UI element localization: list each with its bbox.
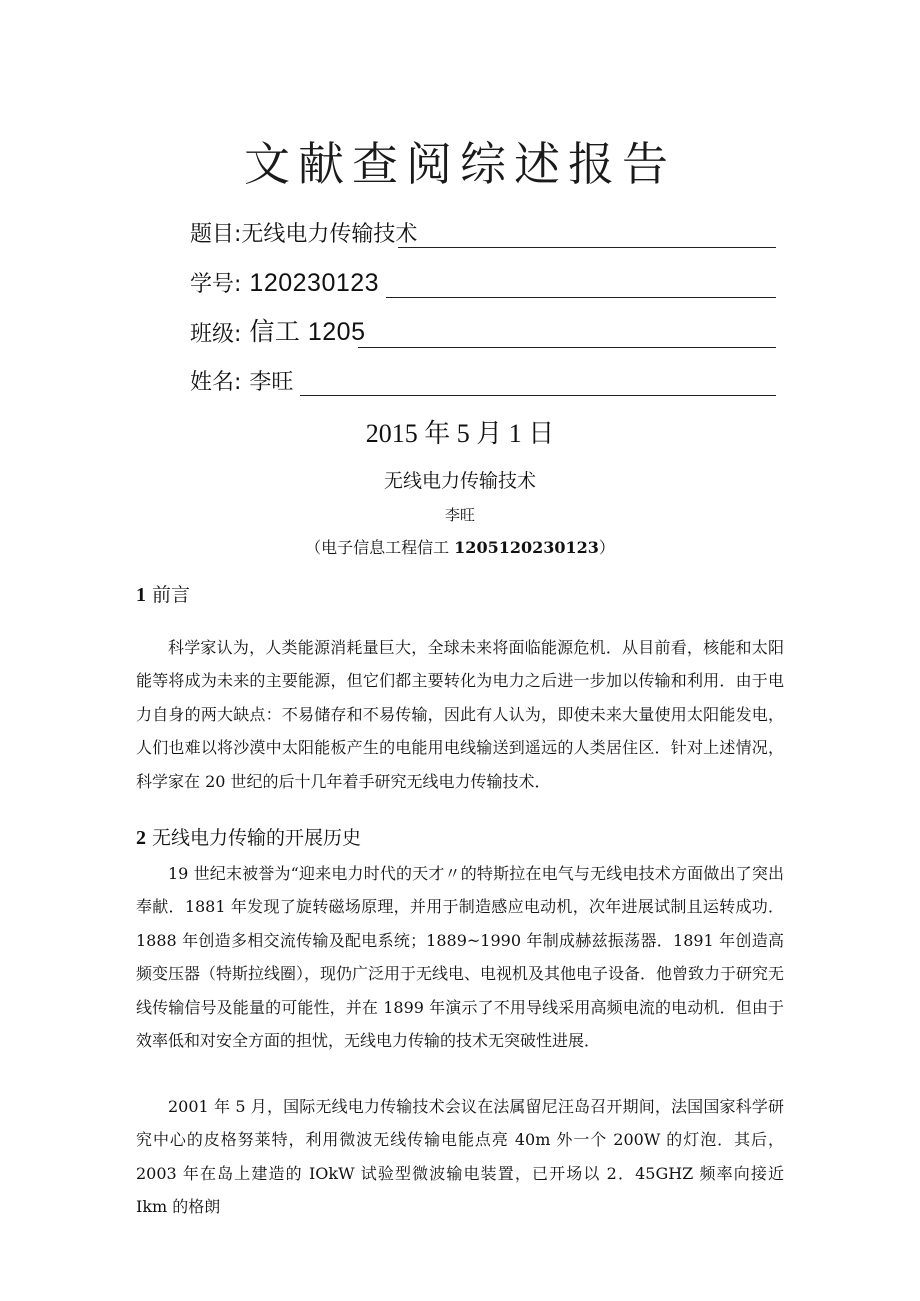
section-heading-2 xyxy=(136,823,361,850)
section-title: 无线电力传输的开展历史 xyxy=(152,827,362,849)
student-id-value: 120230123 xyxy=(249,269,380,297)
name-value: 李旺 xyxy=(249,370,294,395)
name-underline xyxy=(300,395,776,396)
name-field xyxy=(190,360,776,396)
paragraph: 19 世纪末被誉为“迎来电力时代的天才〃的特斯拉在电气与无线电技术方面做出了突出奉献．1881 年发现了旋转磁场原理，并用于制造感应电动机，次年进展试制且运转成功．1888 年创造多相交流传输及配电系统；1889~1990 年制成赫兹振荡器．1891 年创造高频变压器（特斯拉线圈），现仍广泛用于无线电、电视机及其他电子设备．他曾致力于研究无线传输信号及能量的可能性，并在 1899 年演示了不用导线采用高频电流的电动机．但由于效率低和对安全方面的担忧，无线电力传输的技术无突破性进展． xyxy=(136,864,785,1051)
section-title: 前言 xyxy=(152,584,191,606)
class-value: 信工 1205 xyxy=(249,318,366,346)
paper-title: 无线电力传输技术 xyxy=(383,470,536,492)
report-date: 2015 年 5 月 1 日 xyxy=(365,419,555,448)
section-number: 1 xyxy=(136,584,146,606)
name-label: 姓名: xyxy=(190,370,242,395)
topic-label: 题目: xyxy=(190,222,242,247)
class-field xyxy=(190,312,776,348)
affiliation-suffix: ） xyxy=(598,538,615,557)
student-id-underline xyxy=(386,297,776,298)
topic-value: 无线电力传输技术 xyxy=(241,222,418,247)
paper-author: 李旺 xyxy=(444,506,475,524)
class-label: 班级: xyxy=(190,322,242,347)
topic-field xyxy=(190,212,776,248)
affiliation-prefix: （电子信息工程信工 xyxy=(305,538,455,557)
section-number: 2 xyxy=(136,827,146,849)
report-title: 文献查阅综述报告 xyxy=(244,137,676,191)
section-heading-1 xyxy=(136,580,190,607)
topic-underline xyxy=(398,247,776,248)
student-id-label: 学号: xyxy=(190,272,242,297)
paragraph: 2001 年 5 月，国际无线电力传输技术会议在法属留尼汪岛召开期间，法国国家科学研究中心的皮格努莱特，利用微波无线传输电能点亮 40m 外一个 200W 的灯泡．其后，2003 年在岛上建造的 IOkW 试验型微波输电装置，已开场以 2．45GHZ 频率向接近 Ikm 的格朗 xyxy=(136,1097,784,1217)
class-underline xyxy=(358,347,776,348)
affiliation-number: 1205120230123 xyxy=(454,538,599,557)
paper-affiliation xyxy=(0,535,920,558)
student-id-field xyxy=(190,262,776,298)
paragraph: 科学家认为，人类能源消耗量巨大，全球未来将面临能源危机．从目前看，核能和太阳能等将成为未来的主要能源，但它们都主要转化为电力之后进一步加以传输和利用．由于电力自身的两大缺点：不易储存和不易传输，因此有人认为，即使未来大量使用太阳能发电，人们也难以将沙漠中太阳能板产生的电能用电线输送到遥远的人类居住区．针对上述情况，科学家在 20 世纪的后十几年着手研究无线电力传输技术． xyxy=(136,638,784,791)
